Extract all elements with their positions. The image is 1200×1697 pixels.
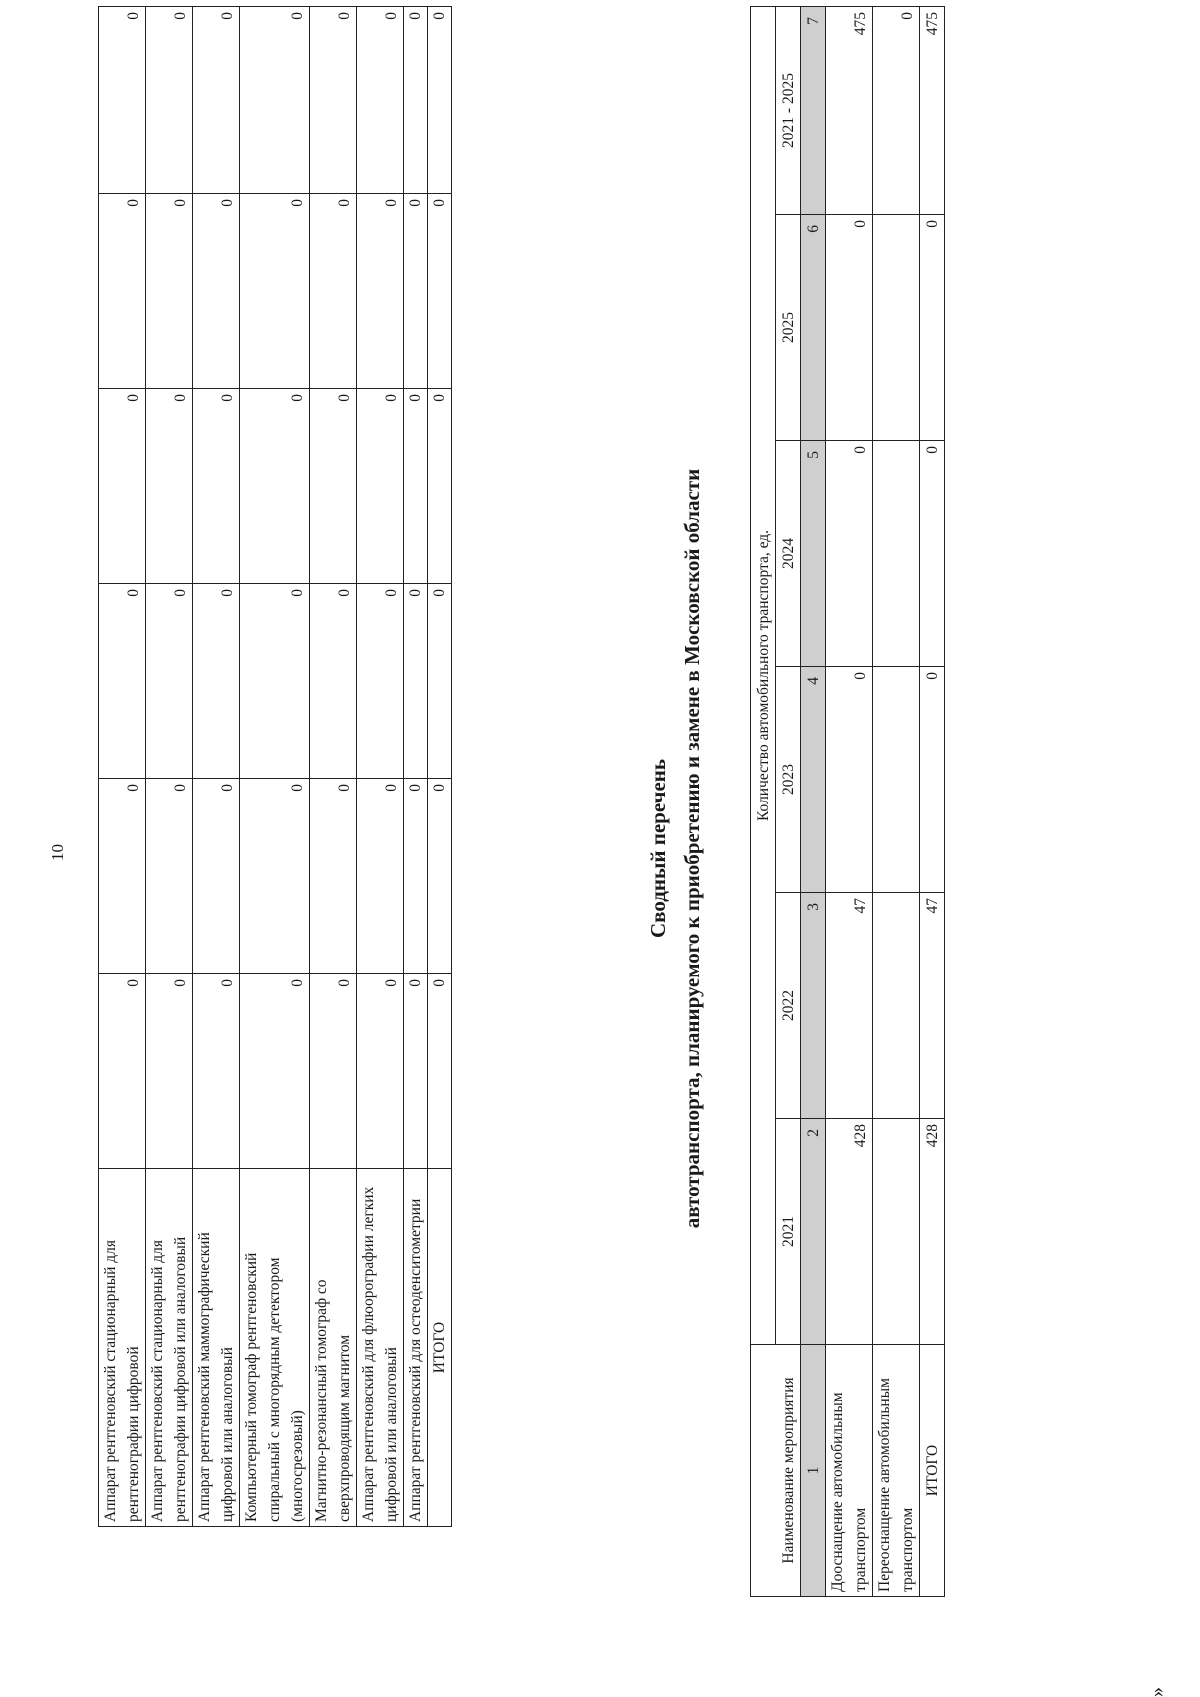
equipment-total-value: 0 [428,584,452,779]
transport-name: Переоснащение автомобильным транспортом [873,1345,920,1597]
year-header: 2025 [776,215,801,441]
transport-row [873,6,920,1596]
transport-total-label: ИТОГО [920,1345,945,1597]
transport-total-value: 428 [920,1119,945,1345]
year-header: 2022 [776,893,801,1119]
year-header: 2023 [776,667,801,893]
equipment-name: Аппарат рентгеновский стационарный для рентгенографии цифровой [99,1169,146,1527]
equipment-value: 0 [146,974,193,1169]
column-index: 2 [801,1119,826,1345]
equipment-value: 0 [99,974,146,1169]
equipment-value: 0 [146,584,193,779]
equipment-name: Аппарат рентгеновский для флюорографии легких цифровой или аналоговый [357,1169,404,1527]
equipment-value: 0 [146,389,193,584]
equipment-total-value: 0 [428,7,452,194]
equipment-value: 0 [357,389,404,584]
equipment-value: 0 [404,389,428,584]
year-header: 2024 [776,441,801,667]
transport-total-row [920,6,945,1596]
equipment-name: Аппарат рентгеновский для остеоденситометрии [404,1169,428,1527]
equipment-value: 0 [240,389,310,584]
equipment-value: 0 [99,7,146,194]
transport-value [873,667,920,893]
equipment-row [404,7,428,1527]
year-header: 2021 [776,1119,801,1345]
transport-value [873,893,920,1119]
equipment-row [310,7,357,1527]
equipment-table [98,6,452,1527]
equipment-value: 0 [310,389,357,584]
equipment-name: Компьютерный томограф рентгеновский спиральный с многорядным детектором (многосрезовый) [240,1169,310,1527]
equipment-value: 0 [99,584,146,779]
equipment-name: Магнитно-резонансный томограф со сверхпроводящим магнитом [310,1169,357,1527]
equipment-value: 0 [357,7,404,194]
group-header: Количество автомобильного транспорта, ед. [751,6,776,1344]
equipment-value: 0 [404,974,428,1169]
equipment-row [99,7,146,1527]
equipment-value: 0 [240,194,310,389]
equipment-value: 0 [193,584,240,779]
equipment-row [357,7,404,1527]
equipment-value: 0 [193,7,240,194]
closing-quote: » [1146,1687,1168,1697]
transport-value: 47 [826,893,873,1119]
column-index: 6 [801,215,826,441]
page-number: 10 [48,844,67,861]
equipment-value: 0 [193,389,240,584]
transport-header-row [751,6,776,1596]
equipment-total-row [428,7,452,1527]
equipment-name: Аппарат рентгеновский стационарный для рентгенографии цифровой или аналоговый [146,1169,193,1527]
equipment-total-value: 0 [428,389,452,584]
equipment-value: 0 [146,7,193,194]
equipment-row [240,7,310,1527]
equipment-value: 0 [99,389,146,584]
equipment-value: 0 [240,974,310,1169]
column-index: 4 [801,667,826,893]
transport-value: 0 [826,215,873,441]
equipment-value: 0 [310,974,357,1169]
equipment-value: 0 [99,194,146,389]
equipment-value: 0 [404,194,428,389]
equipment-value: 0 [357,779,404,974]
equipment-total-label: ИТОГО [428,1169,452,1527]
equipment-name: Аппарат рентгеновский маммографический цифровой или аналоговый [193,1169,240,1527]
transport-name: Дооснащение автомобильным транспортом [826,1345,873,1597]
transport-value: 0 [826,441,873,667]
index-row [801,6,826,1596]
transport-value: 475 [826,6,873,214]
equipment-value: 0 [146,779,193,974]
equipment-row [146,7,193,1527]
col-name-header: Наименование мероприятия [751,1345,801,1597]
column-index: 5 [801,441,826,667]
equipment-value: 0 [404,584,428,779]
summary-subtitle: автотранспорта, планируемого к приобретению и замене в Московской области [680,468,704,1229]
column-index: 7 [801,6,826,214]
equipment-value: 0 [404,779,428,974]
equipment-value: 0 [99,779,146,974]
column-index: 3 [801,893,826,1119]
equipment-value: 0 [357,974,404,1169]
transport-total-value: 0 [920,215,945,441]
transport-row [826,6,873,1596]
equipment-value: 0 [310,584,357,779]
equipment-value: 0 [310,194,357,389]
transport-value: 428 [826,1119,873,1345]
equipment-value: 0 [357,584,404,779]
transport-table [750,6,945,1597]
equipment-value: 0 [357,194,404,389]
equipment-total-value: 0 [428,779,452,974]
equipment-total-value: 0 [428,974,452,1169]
column-index: 1 [801,1345,826,1597]
equipment-value: 0 [240,7,310,194]
equipment-value: 0 [240,779,310,974]
equipment-row [193,7,240,1527]
equipment-value: 0 [310,7,357,194]
equipment-value: 0 [146,194,193,389]
transport-total-value: 0 [920,441,945,667]
transport-value [873,441,920,667]
year-header: 2021 - 2025 [776,6,801,214]
transport-value: 0 [873,6,920,214]
equipment-value: 0 [193,974,240,1169]
equipment-value: 0 [193,779,240,974]
equipment-value: 0 [404,7,428,194]
equipment-value: 0 [310,779,357,974]
equipment-value: 0 [193,194,240,389]
summary-title: Сводный перечень [646,759,670,938]
transport-total-value: 475 [920,6,945,214]
transport-total-value: 0 [920,667,945,893]
equipment-total-value: 0 [428,194,452,389]
equipment-value: 0 [240,584,310,779]
transport-value [873,215,920,441]
transport-value: 0 [826,667,873,893]
transport-total-value: 47 [920,893,945,1119]
transport-value [873,1119,920,1345]
